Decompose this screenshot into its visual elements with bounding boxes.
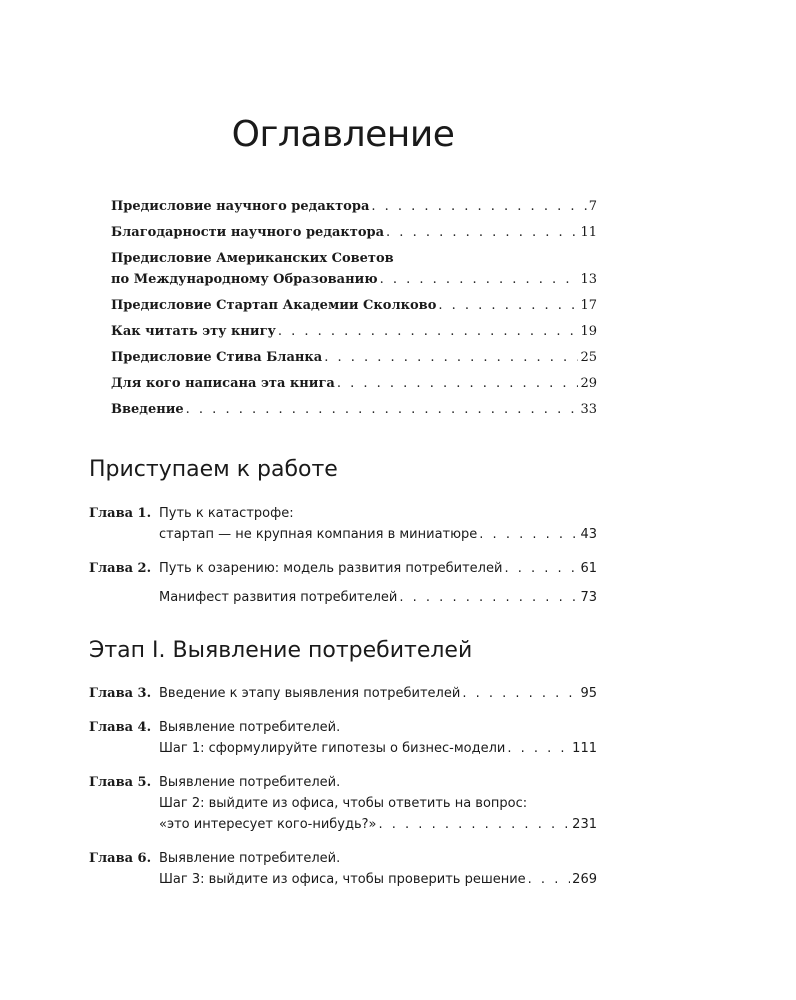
dot-leader [380, 269, 579, 290]
toc-sub-entry[interactable] [159, 587, 597, 608]
dot-leader [337, 373, 579, 394]
entry-label: Благодарности научного редактора [111, 225, 385, 240]
front-matter-list [111, 196, 597, 425]
toc-entry[interactable] [111, 248, 597, 290]
chapter-number: Глава 4. [89, 720, 152, 735]
part-title: Приступаем к работе [89, 457, 338, 482]
entry-page: 19 [580, 324, 597, 339]
toc-entry[interactable] [111, 196, 597, 217]
entry-page: 231 [572, 817, 597, 832]
entry-page: 25 [580, 350, 597, 365]
entry-label-line1: Предисловие Американских Советов [111, 251, 394, 266]
chapter-number: Глава 3. [89, 686, 152, 701]
entry-label: по Международному Образованию [111, 272, 378, 287]
dot-leader [479, 524, 578, 545]
entry-page: 43 [580, 527, 597, 542]
toc-chapter[interactable] [89, 772, 597, 835]
chapter-title-line: Выявление потребителей. [159, 775, 341, 790]
chapter-title: «это интересует кого-нибудь?» [159, 817, 377, 832]
chapter-title-line: Выявление потребителей. [159, 720, 341, 735]
entry-page: 95 [580, 686, 597, 701]
entry-label: Предисловие Стартап Академии Сколково [111, 298, 437, 313]
chapter-title: Путь к озарению: модель развития потребителей [159, 561, 503, 576]
dot-leader [371, 196, 586, 217]
dot-leader [324, 347, 578, 368]
page-title: Оглавление [231, 114, 455, 155]
chapter-title: стартап — не крупная компания в миниатюре [159, 527, 478, 542]
chapter-title-line: Путь к катастрофе: [159, 506, 294, 521]
toc-entry[interactable] [111, 295, 597, 316]
toc-chapter[interactable] [89, 503, 597, 545]
chapter-number: Глава 6. [89, 851, 152, 866]
chapter-list [89, 503, 597, 621]
dot-leader [504, 558, 578, 579]
dot-leader [399, 587, 578, 608]
toc-entry[interactable] [111, 373, 597, 394]
dot-leader [386, 222, 578, 243]
chapter-number: Глава 5. [89, 775, 152, 790]
entry-page: 11 [580, 225, 597, 240]
entry-page: 29 [580, 376, 597, 391]
entry-page: 73 [580, 590, 597, 605]
entry-page: 13 [580, 272, 597, 287]
chapter-number: Глава 1. [89, 506, 152, 521]
toc-chapter[interactable] [89, 848, 597, 890]
entry-label: Предисловие научного редактора [111, 199, 370, 214]
chapter-number: Глава 2. [89, 561, 152, 576]
entry-page: 17 [580, 298, 597, 313]
entry-label: Для кого написана эта книга [111, 376, 335, 391]
toc-chapter[interactable] [89, 683, 597, 704]
chapter-list [89, 683, 597, 903]
dot-leader [278, 321, 579, 342]
chapter-title: Манифест развития потребителей [159, 590, 398, 605]
entry-label: Введение [111, 402, 184, 417]
dot-leader [438, 295, 578, 316]
entry-label: Как читать эту книгу [111, 324, 276, 339]
entry-page: 111 [572, 741, 597, 756]
entry-page: 61 [580, 561, 597, 576]
chapter-title: Шаг 3: выйдите из офиса, чтобы проверить решение [159, 872, 526, 887]
toc-entry[interactable] [111, 222, 597, 243]
chapter-title: Введение к этапу выявления потребителей [159, 686, 461, 701]
toc-chapter[interactable] [89, 717, 597, 759]
dot-leader [528, 869, 571, 890]
chapter-title-line: Шаг 2: выйдите из офиса, чтобы ответить на вопрос: [159, 796, 528, 811]
toc-entry[interactable] [111, 399, 597, 420]
dot-leader [507, 738, 570, 759]
toc-entry[interactable] [111, 347, 597, 368]
chapter-title-line: Выявление потребителей. [159, 851, 341, 866]
part-title: Этап I. Выявление потребителей [89, 638, 473, 663]
dot-leader [379, 814, 571, 835]
dot-leader [462, 683, 578, 704]
entry-label: Предисловие Стива Бланка [111, 350, 323, 365]
entry-page: 7 [588, 199, 597, 214]
toc-chapter[interactable] [89, 558, 597, 608]
entry-page: 33 [580, 402, 597, 417]
dot-leader [186, 399, 579, 420]
entry-page: 269 [572, 872, 597, 887]
toc-entry[interactable] [111, 321, 597, 342]
chapter-title: Шаг 1: сформулируйте гипотезы о бизнес-модели [159, 741, 506, 756]
